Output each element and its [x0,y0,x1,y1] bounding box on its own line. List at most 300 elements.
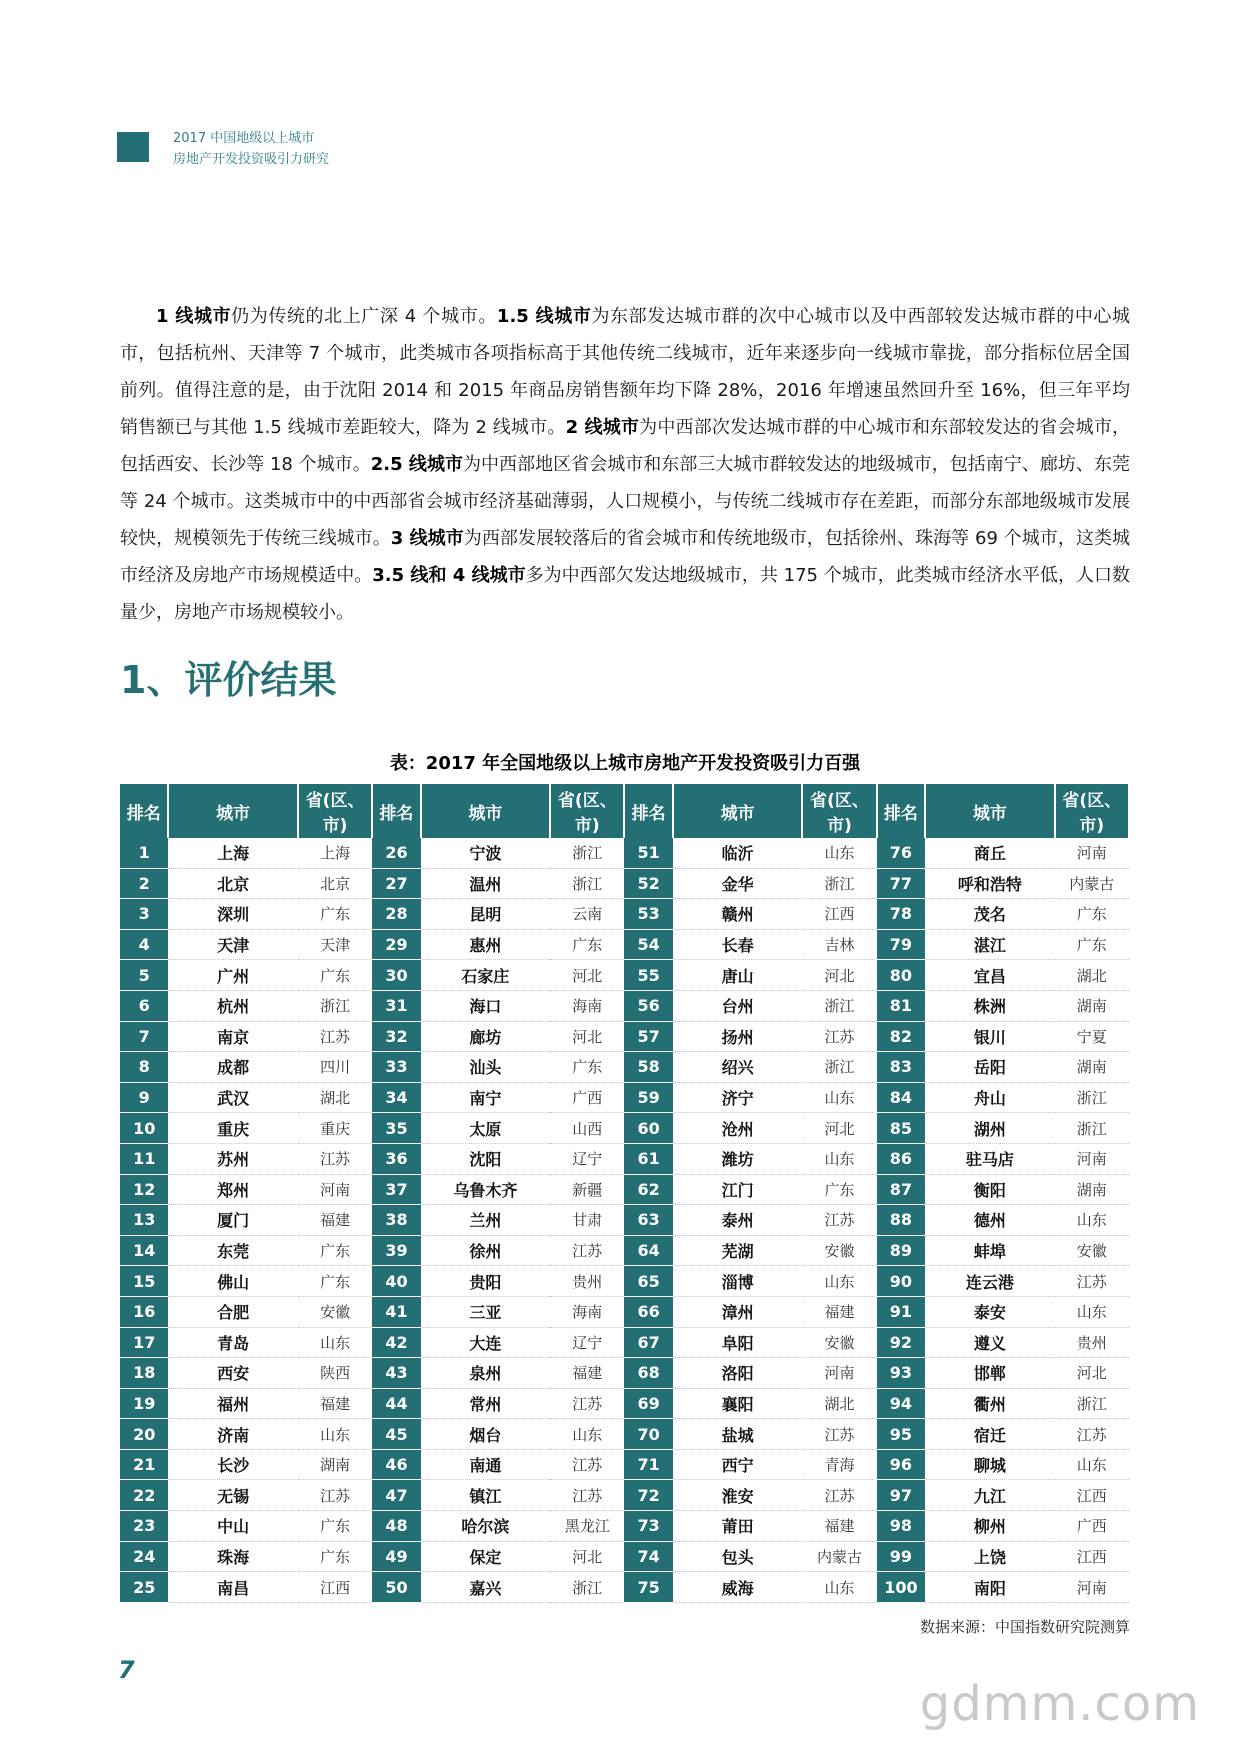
city-cell: 盐城 [673,1419,803,1450]
rank-cell: 19 [120,1388,168,1419]
rank-cell: 69 [624,1388,672,1419]
intro-text: 多为中西部欠发达地级城市，共 175 个城市，此类城市经济水平低，人口数量少，房地产市场规模较小。 [120,565,1131,623]
city-cell: 湖州 [925,1113,1055,1144]
header-logo-square [117,132,149,162]
city-cell: 中山 [168,1511,298,1542]
rank-cell: 75 [624,1572,672,1603]
city-cell: 长沙 [168,1449,298,1480]
province-cell: 内蒙古 [802,1541,876,1572]
province-cell: 广东 [1055,899,1129,930]
province-cell: 江苏 [1055,1419,1129,1450]
rank-cell: 54 [624,929,672,960]
province-cell: 浙江 [1055,1388,1129,1419]
province-cell: 内蒙古 [1055,868,1129,899]
province-cell: 广东 [550,929,624,960]
city-cell: 银川 [925,1021,1055,1052]
city-cell: 郑州 [168,1174,298,1205]
city-cell: 扬州 [673,1021,803,1052]
city-cell: 镇江 [421,1480,551,1511]
city-cell: 汕头 [421,1052,551,1083]
header-province: 省(区、市) [802,784,876,838]
province-cell: 浙江 [298,990,372,1021]
province-cell: 山西 [550,1113,624,1144]
data-source-note: 数据来源：中国指数研究院测算 [919,1618,1130,1636]
rank-cell: 58 [624,1052,672,1083]
header-rank: 排名 [624,784,672,838]
province-cell: 黑龙江 [550,1511,624,1542]
intro-bold-term: 2 线城市 [565,417,640,438]
province-cell: 广东 [298,899,372,930]
rank-cell: 100 [877,1572,925,1603]
city-cell: 淄博 [673,1266,803,1297]
province-cell: 广东 [1055,929,1129,960]
city-cell: 潍坊 [673,1143,803,1174]
rank-cell: 36 [372,1143,420,1174]
rank-cell: 64 [624,1235,672,1266]
city-cell: 湛江 [925,929,1055,960]
intro-text: 为西部发展较落后的省会城市和传统地级市，包括徐州、珠海等 69 个城市，这类城市经济及房地产市场规模适中。 [120,528,1130,586]
rank-cell: 78 [877,899,925,930]
province-cell: 广东 [298,1511,372,1542]
rank-cell: 90 [877,1266,925,1297]
city-cell: 金华 [673,868,803,899]
province-cell: 江西 [298,1572,372,1603]
province-cell: 海南 [550,990,624,1021]
rank-cell: 76 [877,838,925,868]
province-cell: 安徽 [1055,1235,1129,1266]
city-cell: 西安 [168,1358,298,1389]
city-cell: 保定 [421,1541,551,1572]
intro-text: 仍为传统的北上广深 4 个城市。 [231,306,497,327]
intro-bold-term: 3.5 线和 4 线城市 [372,565,526,586]
province-cell: 广西 [550,1082,624,1113]
table-row [120,1143,1129,1174]
city-cell: 南通 [421,1449,551,1480]
province-cell: 福建 [298,1205,372,1236]
table-row [120,929,1129,960]
city-cell: 北京 [168,868,298,899]
city-cell: 宁波 [421,838,551,868]
table-row [120,1358,1129,1389]
header-rank: 排名 [120,784,168,838]
city-cell: 柳州 [925,1511,1055,1542]
province-cell: 山东 [802,1143,876,1174]
rank-cell: 60 [624,1113,672,1144]
city-cell: 福州 [168,1388,298,1419]
rank-cell: 39 [372,1235,420,1266]
table-row [120,1174,1129,1205]
table-header-row [120,784,1129,838]
city-cell: 兰州 [421,1205,551,1236]
city-cell: 绍兴 [673,1052,803,1083]
province-cell: 安徽 [298,1296,372,1327]
province-cell: 江苏 [1055,1266,1129,1297]
rank-cell: 86 [877,1143,925,1174]
province-cell: 上海 [298,838,372,868]
rank-cell: 17 [120,1327,168,1358]
province-cell: 山东 [1055,1205,1129,1236]
rank-cell: 52 [624,868,672,899]
rank-cell: 44 [372,1388,420,1419]
header-city: 城市 [168,784,298,838]
province-cell: 山东 [298,1419,372,1450]
rank-cell: 16 [120,1296,168,1327]
rank-cell: 37 [372,1174,420,1205]
rank-cell: 12 [120,1174,168,1205]
city-cell: 宿迁 [925,1419,1055,1450]
table-row [120,1266,1129,1297]
province-cell: 甘肃 [550,1205,624,1236]
rank-cell: 22 [120,1480,168,1511]
rank-cell: 59 [624,1082,672,1113]
province-cell: 山东 [1055,1296,1129,1327]
city-cell: 芜湖 [673,1235,803,1266]
table-row [120,1082,1129,1113]
city-cell: 南京 [168,1021,298,1052]
table-row [120,899,1129,930]
table-row [120,1572,1129,1603]
rank-cell: 56 [624,990,672,1021]
rank-cell: 3 [120,899,168,930]
province-cell: 贵州 [1055,1327,1129,1358]
table-row [120,990,1129,1021]
province-cell: 河北 [550,960,624,991]
rank-cell: 62 [624,1174,672,1205]
city-cell: 常州 [421,1388,551,1419]
rank-cell: 53 [624,899,672,930]
ranking-table [120,784,1130,1603]
province-cell: 江苏 [550,1235,624,1266]
rank-cell: 26 [372,838,420,868]
province-cell: 湖南 [298,1449,372,1480]
table-row [120,1511,1129,1542]
city-cell: 商丘 [925,838,1055,868]
city-cell: 漳州 [673,1296,803,1327]
province-cell: 江苏 [550,1480,624,1511]
rank-cell: 57 [624,1021,672,1052]
province-cell: 河北 [802,1113,876,1144]
rank-cell: 14 [120,1235,168,1266]
city-cell: 天津 [168,929,298,960]
rank-cell: 55 [624,960,672,991]
province-cell: 江苏 [298,1480,372,1511]
rank-cell: 46 [372,1449,420,1480]
city-cell: 南宁 [421,1082,551,1113]
city-cell: 重庆 [168,1113,298,1144]
city-cell: 南阳 [925,1572,1055,1603]
table-row [120,1113,1129,1144]
province-cell: 湖南 [1055,1052,1129,1083]
city-cell: 舟山 [925,1082,1055,1113]
table-row [120,1419,1129,1450]
city-cell: 嘉兴 [421,1572,551,1603]
rank-cell: 66 [624,1296,672,1327]
province-cell: 广东 [802,1174,876,1205]
city-cell: 沧州 [673,1113,803,1144]
header-province: 省(区、市) [550,784,624,838]
city-cell: 成都 [168,1052,298,1083]
table-row [120,1021,1129,1052]
city-cell: 淮安 [673,1480,803,1511]
province-cell: 广东 [550,1052,624,1083]
city-cell: 沈阳 [421,1143,551,1174]
city-cell: 三亚 [421,1296,551,1327]
city-cell: 贵阳 [421,1266,551,1297]
rank-cell: 82 [877,1021,925,1052]
city-cell: 珠海 [168,1541,298,1572]
page-number: 7 [118,1656,135,1684]
province-cell: 江苏 [298,1143,372,1174]
province-cell: 江苏 [550,1388,624,1419]
city-cell: 衡阳 [925,1174,1055,1205]
province-cell: 山东 [802,1572,876,1603]
rank-cell: 23 [120,1511,168,1542]
rank-cell: 83 [877,1052,925,1083]
city-cell: 台州 [673,990,803,1021]
rank-cell: 20 [120,1419,168,1450]
rank-cell: 61 [624,1143,672,1174]
intro-paragraph [120,298,1130,631]
province-cell: 安徽 [802,1235,876,1266]
city-cell: 襄阳 [673,1388,803,1419]
province-cell: 湖南 [1055,1174,1129,1205]
city-cell: 宜昌 [925,960,1055,991]
header-city: 城市 [673,784,803,838]
rank-cell: 95 [877,1419,925,1450]
intro-bold-term: 3 线城市 [390,528,464,549]
rank-cell: 67 [624,1327,672,1358]
table-row [120,1327,1129,1358]
city-cell: 莆田 [673,1511,803,1542]
province-cell: 广东 [298,960,372,991]
intro-text: 为中西部次发达城市群的中心城市和东部较发达的省会城市，包括西安、长沙等 18 个城市。 [120,417,1131,475]
province-cell: 青海 [802,1449,876,1480]
province-cell: 四川 [298,1052,372,1083]
city-cell: 徐州 [421,1235,551,1266]
rank-cell: 92 [877,1327,925,1358]
province-cell: 重庆 [298,1113,372,1144]
province-cell: 山东 [802,1082,876,1113]
province-cell: 浙江 [802,1052,876,1083]
province-cell: 江西 [1055,1480,1129,1511]
city-cell: 南昌 [168,1572,298,1603]
rank-cell: 31 [372,990,420,1021]
rank-cell: 85 [877,1113,925,1144]
rank-cell: 49 [372,1541,420,1572]
rank-cell: 11 [120,1143,168,1174]
city-cell: 济宁 [673,1082,803,1113]
city-cell: 上海 [168,838,298,868]
rank-cell: 48 [372,1511,420,1542]
city-cell: 青岛 [168,1327,298,1358]
running-header [173,128,329,170]
city-cell: 威海 [673,1572,803,1603]
rank-cell: 73 [624,1511,672,1542]
rank-cell: 80 [877,960,925,991]
ranking-table-body [120,838,1129,1602]
city-cell: 大连 [421,1327,551,1358]
city-cell: 株洲 [925,990,1055,1021]
rank-cell: 41 [372,1296,420,1327]
province-cell: 山东 [298,1327,372,1358]
rank-cell: 9 [120,1082,168,1113]
rank-cell: 98 [877,1511,925,1542]
running-header-line1: 2017 中国地级以上城市 [173,131,315,146]
city-cell: 阜阳 [673,1327,803,1358]
rank-cell: 87 [877,1174,925,1205]
rank-cell: 2 [120,868,168,899]
rank-cell: 18 [120,1358,168,1389]
city-cell: 泰安 [925,1296,1055,1327]
intro-text: 为中西部地区省会城市和东部三大城市群较发达的地级城市，包括南宁、廊坊、东莞等 24 个城市。这类城市中的中西部省会城市经济基础薄弱，人口规模小，与传统二线城市存在差距，而部分东部地级城市发展较快，规模领先于传统三线城市。 [120,454,1130,549]
rank-cell: 79 [877,929,925,960]
city-cell: 昆明 [421,899,551,930]
city-cell: 温州 [421,868,551,899]
rank-cell: 51 [624,838,672,868]
rank-cell: 97 [877,1480,925,1511]
province-cell: 贵州 [550,1266,624,1297]
rank-cell: 21 [120,1449,168,1480]
intro-bold-term: 2.5 线城市 [370,454,463,475]
province-cell: 浙江 [550,1572,624,1603]
province-cell: 河北 [1055,1358,1129,1389]
city-cell: 厦门 [168,1205,298,1236]
city-cell: 无锡 [168,1480,298,1511]
rank-cell: 91 [877,1296,925,1327]
city-cell: 泉州 [421,1358,551,1389]
province-cell: 江西 [802,899,876,930]
province-cell: 浙江 [550,838,624,868]
province-cell: 天津 [298,929,372,960]
city-cell: 惠州 [421,929,551,960]
city-cell: 连云港 [925,1266,1055,1297]
rank-cell: 94 [877,1388,925,1419]
province-cell: 海南 [550,1296,624,1327]
province-cell: 广东 [298,1541,372,1572]
rank-cell: 32 [372,1021,420,1052]
province-cell: 云南 [550,899,624,930]
city-cell: 广州 [168,960,298,991]
province-cell: 河南 [298,1174,372,1205]
running-header-line2: 房地产开发投资吸引力研究 [173,152,330,167]
rank-cell: 50 [372,1572,420,1603]
city-cell: 长春 [673,929,803,960]
province-cell: 江苏 [550,1449,624,1480]
rank-cell: 10 [120,1113,168,1144]
city-cell: 赣州 [673,899,803,930]
table-row [120,1052,1129,1083]
province-cell: 浙江 [550,868,624,899]
province-cell: 河南 [1055,1572,1129,1603]
city-cell: 上饶 [925,1541,1055,1572]
province-cell: 广东 [298,1266,372,1297]
province-cell: 辽宁 [550,1327,624,1358]
rank-cell: 88 [877,1205,925,1236]
rank-cell: 35 [372,1113,420,1144]
city-cell: 江门 [673,1174,803,1205]
section-heading: 1、评价结果 [120,658,337,702]
rank-cell: 81 [877,990,925,1021]
rank-cell: 38 [372,1205,420,1236]
city-cell: 邯郸 [925,1358,1055,1389]
city-cell: 九江 [925,1480,1055,1511]
province-cell: 江西 [1055,1541,1129,1572]
province-cell: 浙江 [1055,1113,1129,1144]
rank-cell: 93 [877,1358,925,1389]
rank-cell: 99 [877,1541,925,1572]
province-cell: 福建 [802,1511,876,1542]
city-cell: 临沂 [673,838,803,868]
province-cell: 浙江 [1055,1082,1129,1113]
city-cell: 衢州 [925,1388,1055,1419]
province-cell: 江苏 [298,1021,372,1052]
province-cell: 新疆 [550,1174,624,1205]
city-cell: 东莞 [168,1235,298,1266]
province-cell: 江苏 [802,1480,876,1511]
city-cell: 唐山 [673,960,803,991]
rank-cell: 1 [120,838,168,868]
city-cell: 廊坊 [421,1021,551,1052]
rank-cell: 70 [624,1419,672,1450]
city-cell: 杭州 [168,990,298,1021]
rank-cell: 6 [120,990,168,1021]
intro-text: 为东部发达城市群的次中心城市以及中西部较发达城市群的中心城市，包括杭州、天津等 7 个城市，此类城市各项指标高于其他传统二线城市，近年来逐步向一线城市靠拢，部分指标位居全国前列。值得注意的是，由于沈阳 2014 和 2015 年商品房销售额年均下降 28%，2016 年增速虽然回升至 16%，但三年平均销售额已与其他 1.5 线城市差距较大，降为 2 线城市。 [120,306,1130,438]
header-rank: 排名 [877,784,925,838]
table-row [120,1449,1129,1480]
city-cell: 茂名 [925,899,1055,930]
table-row [120,960,1129,991]
table-row [120,1205,1129,1236]
intro-bold-term: 1 线城市 [156,306,232,327]
rank-cell: 8 [120,1052,168,1083]
city-cell: 海口 [421,990,551,1021]
rank-cell: 96 [877,1449,925,1480]
city-cell: 聊城 [925,1449,1055,1480]
rank-cell: 7 [120,1021,168,1052]
table-row [120,868,1129,899]
province-cell: 山东 [802,838,876,868]
table-row [120,1296,1129,1327]
province-cell: 广西 [1055,1511,1129,1542]
rank-cell: 27 [372,868,420,899]
province-cell: 湖南 [1055,990,1129,1021]
rank-cell: 30 [372,960,420,991]
city-cell: 深圳 [168,899,298,930]
header-province: 省(区、市) [298,784,372,838]
rank-cell: 77 [877,868,925,899]
rank-cell: 29 [372,929,420,960]
city-cell: 蚌埠 [925,1235,1055,1266]
province-cell: 江苏 [802,1021,876,1052]
province-cell: 河南 [1055,1143,1129,1174]
city-cell: 武汉 [168,1082,298,1113]
province-cell: 湖北 [802,1388,876,1419]
province-cell: 宁夏 [1055,1021,1129,1052]
province-cell: 江苏 [802,1205,876,1236]
rank-cell: 13 [120,1205,168,1236]
city-cell: 石家庄 [421,960,551,991]
province-cell: 福建 [802,1296,876,1327]
city-cell: 西宁 [673,1449,803,1480]
rank-cell: 47 [372,1480,420,1511]
table-row [120,1388,1129,1419]
province-cell: 北京 [298,868,372,899]
city-cell: 烟台 [421,1419,551,1450]
city-cell: 乌鲁木齐 [421,1174,551,1205]
rank-cell: 84 [877,1082,925,1113]
city-cell: 济南 [168,1419,298,1450]
table-row [120,1541,1129,1572]
